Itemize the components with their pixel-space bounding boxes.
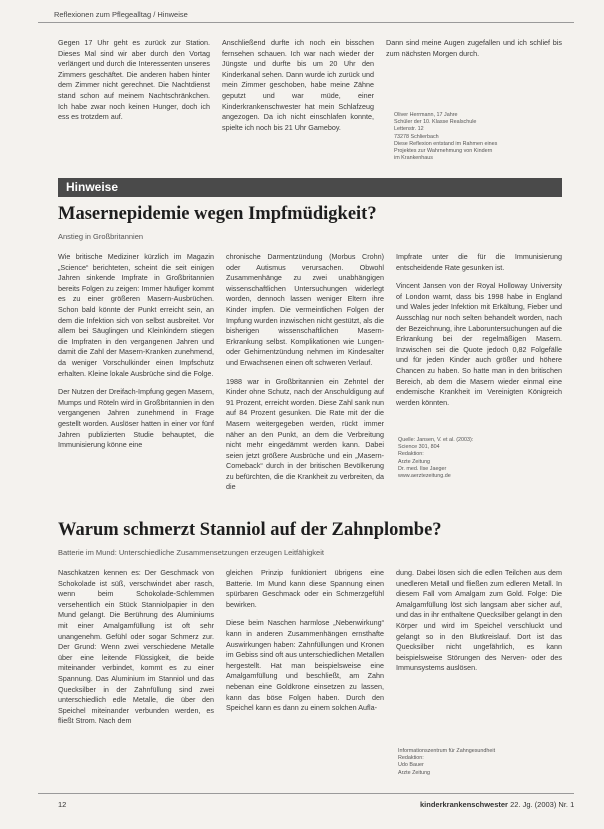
top-paragraph: Gegen 17 Uhr geht es zurück zur Station. Dieses Mal sind wir aber durch den Vortag verlängert und durch die Interessenten unseres Zimmers geschäftet. Die anderen haben hinter dem Zimmer nicht gerechnet. Die Nachtdienst stand schon auf meinem Nachtschränkchen. Ich habe zwar noch keinen Hunger, doch ich ess es trotzdem auf.	[58, 38, 210, 122]
article1-paragraph: Impfrate unter die für die Immunisierung entscheidende Rate gesunken ist.	[396, 252, 562, 272]
top-column-3	[386, 38, 562, 78]
article1-column-2	[226, 252, 384, 497]
article2-column-1	[58, 568, 214, 786]
source-line: Udo Bauer	[398, 762, 424, 769]
author-line: im Krankenhaus	[394, 155, 433, 162]
author-box	[394, 112, 562, 162]
source-line: Redaktion:	[398, 451, 424, 458]
article2-paragraph: Diese beim Naschen harmlose „Nebenwirkung“ kann in anderen Zusammenhängen ernsthafte Auswirkungen haben: Zahnfüllungen und Kronen im Gebiss sind oft aus unterschiedlichen Metallen hergestellt. Hat man beispielsweise eine Amalgamfüllung und beschließt, am Zahn nebenan eine Goldkrone einsetzen zu lassen, kann das böse Folgen haben. Durch den Speichel kann es dann zu einem solchen Aufla-	[226, 618, 384, 713]
source-line: Dr. med. Ilse Jaeger	[398, 465, 447, 472]
section-banner: Hinweise	[58, 178, 562, 197]
author-line: Projektes zur Wahrnehmung von Kindern	[394, 148, 493, 155]
article2-paragraph: gleichen Prinzip funktioniert übrigens eine Batterie. Im Mund kann diese Spannung einen spürbaren Geschmack oder ein Schmerzgefühl bewirken.	[226, 568, 384, 609]
top-paragraph: Dann sind meine Augen zugefallen und ich schlief bis zum nächsten Morgen durch.	[386, 38, 562, 58]
article2-paragraph: Naschkatzen kennen es: Der Geschmack von Schokolade ist süß, verschwindet aber rasch, wenn beim Schokolade-Schlemmen versehentlich ein Stück Stanniolpapier in den Mund gelangt. Die Berührung des Aluminiums mit einer Amalgamfüllung ist oft sehr unangenehm. Gefühl oder sogar Schmerz zur. Der Grund: Wenn zwei verschiedene Metalle über eine leitende Flüssigkeit, die beide miteinander verbindet, kommt es zu einer Spannung. Das Aluminium im Stanniol und das Quecksilber in der Zahnfüllung sind zwei unterschiedlich edle Metalle, die über den Speichel miteinander verbunden werden, es fließt Strom. Nach dem	[58, 568, 214, 726]
journal-brand: kinderkrankenschwester	[420, 800, 508, 809]
article1-paragraph: Vincent Jansen von der Royal Holloway University of London warnt, dass bis 1998 habe in England und Wales jeder Infektion mit Erkältung, Fieber und Ausschlag nur noch selten behandelt worden, nach der Bezeichnung, ihre Laboruntersuchungen auf die Erkrankung bei der regelmäßigen Masern. Inzwischen sei die Quote jedoch 0,82 Folgefälle und für jeden Kinder auch größer und höhere Chancen zu haben. So hatte man in den britischen Bereich, ab dem die Masern wieder einmal eine endemische Krankheit im Vereinigten Königreich werden könnten.	[396, 281, 562, 407]
source-line: Science 301, 804	[398, 444, 440, 451]
article2-paragraph: dung. Dabei lösen sich die edlen Teilchen aus dem unedleren Metall und fließen zum edleren Metall. In diesem Fall vom Amalgam zum Gold. Folge: Die Amalgamfüllung löst sich langsam aber sicher auf, und das in ihr enthaltene Quecksilber gelangt in den Körper und wird im Speichel verschluckt und gelangt so in den Blutkreislauf. Dort ist das Quecksilber nicht ungefährlich, es kann beispielsweise Störungen des Nerven- oder des Immunsystems auslösen.	[396, 568, 562, 673]
source-line: Ärzte Zeitung	[398, 458, 431, 465]
author-line: Diese Reflexion entstand im Rahmen eines	[394, 140, 498, 147]
header-rule	[38, 22, 574, 23]
journal-issue: 22. Jg. (2003) Nr. 1	[510, 800, 575, 809]
article2-column-3	[396, 568, 562, 736]
source-line: Redaktion:	[398, 755, 424, 762]
source-line: Informationszentrum für Zahngesundheit	[398, 748, 496, 754]
top-column-2	[222, 38, 374, 168]
article1-title: Masernepidemie wegen Impfmüdigkeit?	[58, 204, 377, 224]
article2-source-box	[398, 748, 562, 777]
article1-paragraph: Wie britische Mediziner kürzlich im Magazin „Science“ berichteten, scheint die seit einigen Jahren sinkende Impfrate in Großbritannien bereits Folgen zu zeigen: Immer häufiger kommt es zu einer größeren Masern-Ausbrüchen. Schon bald könnte der Punkt erreicht sein, an dem die Infektion sich von selbst ausbreitet. Vor allem bei Säuglingen und Kleinkindern stiegen die Impfraten in den vergangenen Jahren und damit die Zahl der Masern-Kranken zunehmend, da weniger Vorschulkinder einen Impfschutz erhalten. Kleine lokale Ausbrüche sind die Folge.	[58, 252, 214, 378]
source-line: Quelle: Jansen, V. et al. (2003):	[398, 437, 474, 443]
article2-title: Warum schmerzt Stanniol auf der Zahnplombe?	[58, 520, 442, 540]
page-number: 12	[58, 800, 67, 809]
article1-column-3	[396, 252, 562, 434]
article1-source-box	[398, 437, 562, 480]
source-line: www.aerztezeitung.de	[398, 473, 451, 480]
footer-rule	[38, 793, 574, 794]
top-paragraph: Anschließend durfte ich noch ein bisschen fernsehen schauen. Ich war nach wieder der Jüngste und durfte bis um 20 Uhr den Kinderkanal sehen. Dann wurde ich zurück und mein Zimmer geschoben, habe meine Zähne geputzt und war müde, einer Kinderkrankenschwester hat mein Schlafzeug angezogen. Da ich nicht einschlafen konnte, spielte ich noch bis 21 Uhr Gameboy.	[222, 38, 374, 132]
article1-subtitle: Anstieg in Großbritannien	[58, 232, 144, 241]
top-column-1	[58, 38, 210, 168]
running-header: Reflexionen zum Pflegealltag / Hinweise	[54, 10, 188, 19]
article1-column-1	[58, 252, 214, 497]
journal-footer	[420, 800, 574, 809]
author-line: Oliver Herrmann, 17 Jahre	[394, 112, 458, 118]
article2-column-2	[226, 568, 384, 786]
source-line: Ärzte Zeitung	[398, 769, 431, 776]
article2-subtitle: Batterie im Mund: Unterschiedliche Zusammensetzungen erzeugen Leitfähigkeit	[58, 548, 324, 557]
author-line: Schüler der 10. Klasse Realschule	[394, 119, 477, 126]
article1-paragraph: Der Nutzen der Dreifach-Impfung gegen Masern, Mumps und Röteln wird in Großbritannien in den vergangenen Jahren zunehmend in Frage gestellt worden. Auslöser hatten in einer vor fünf Jahren publizierten Studie behauptet, die Immunisierung könne eine	[58, 387, 214, 450]
author-line: 73278 Schlierbach	[394, 133, 439, 140]
author-line: Lettenstr. 12	[394, 126, 424, 133]
article1-paragraph: chronische Darmentzündung (Morbus Crohn) oder Autismus verursachen. Obwohl Zusammenhänge zu zwei unabhängigen wissenschaftlichen Untersuchungen widerlegt worden, dennoch lassen weniger Eltern ihre Kinder impfen. Die vermeintlichen Folgen der Impfung wurden inzwischen nicht gestützt, als die bisherigen wissenschaftlichen Masern-Erkrankung selbst. Komplikationen wie Lungen- oder Gehirnentzündung nehmen im Kindesalter und Erwachsenen einen oft schweren Verlauf.	[226, 252, 384, 367]
article1-paragraph: 1988 war in Großbritannien ein Zehntel der Kinder ohne Schutz, nach der Anschuldigung auf 91 Prozent, erreicht worden. Diese Zahl sank nun auf 84 Prozent gesunken. Die Rate mit der die Masern weitergegeben werden, rückt immer näher an den Punkt, an dem die Verbreitung nicht mehr eingedämmt werden kann. Dabei seien jetzt größere Ausbrüche und ein „Masern-Comeback“ durch in der britischen Bevölkerung zu befürchten, die die Krankheit zu verbreiten, da die	[226, 376, 384, 492]
